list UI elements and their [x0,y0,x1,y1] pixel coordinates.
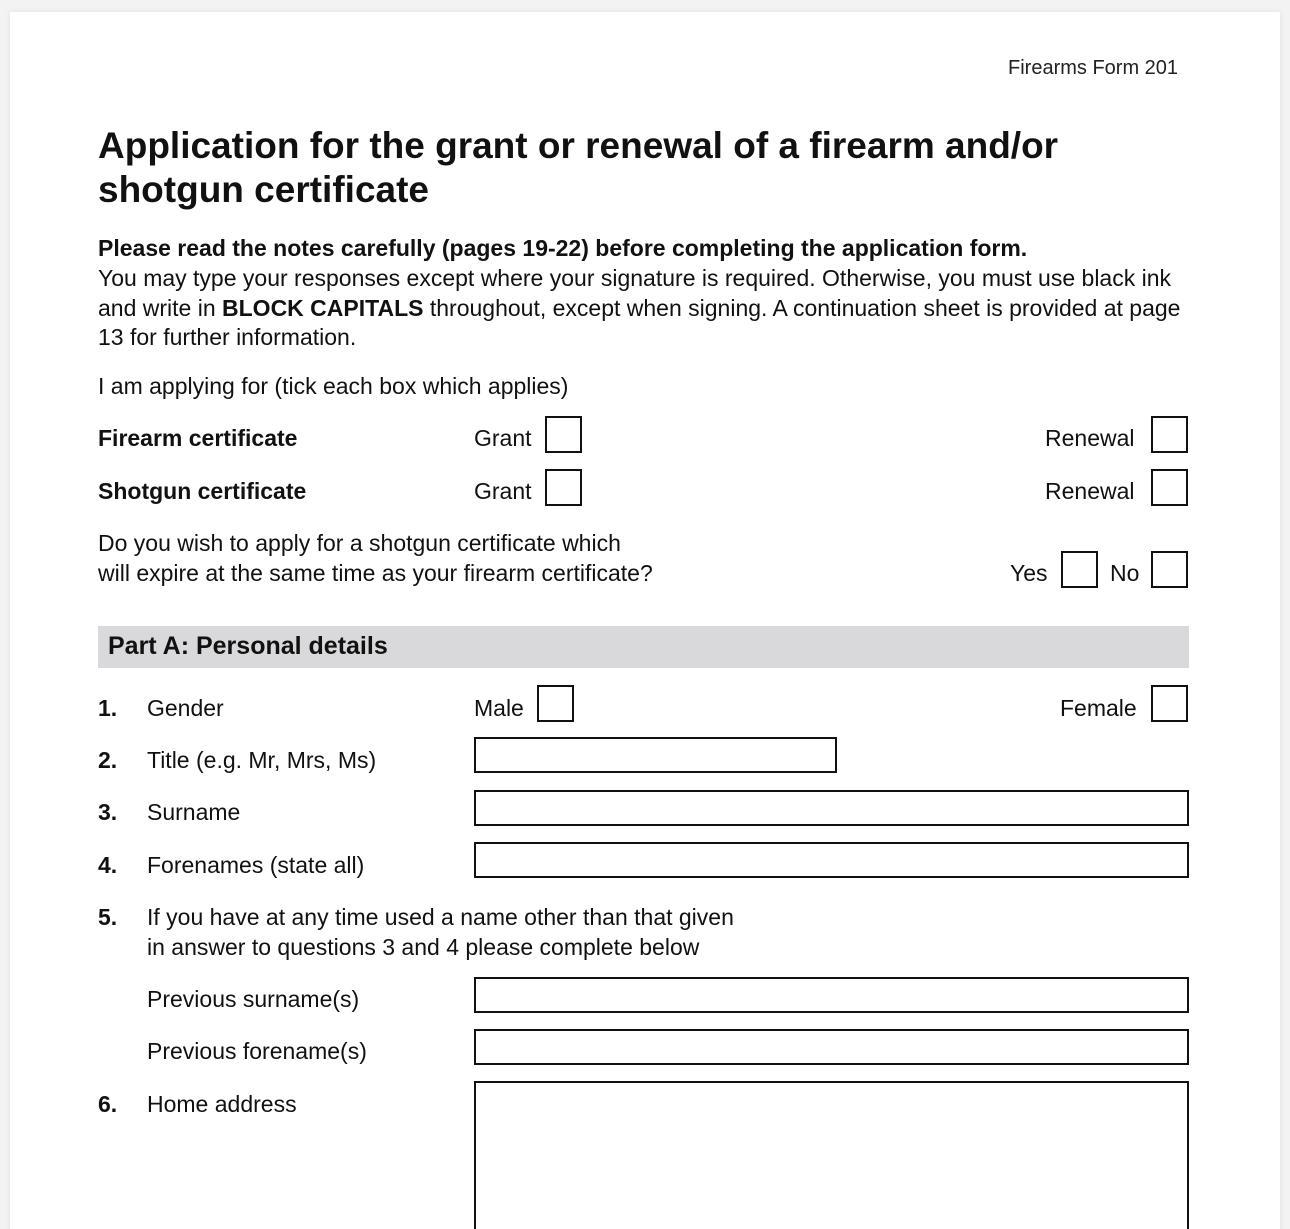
expire-yes-checkbox[interactable] [1061,551,1098,588]
shotgun-renewal-checkbox[interactable] [1151,469,1188,506]
expire-question-line1: Do you wish to apply for a shotgun certificate which [98,530,621,556]
intro-text-block-capitals: BLOCK CAPITALS [222,294,424,321]
firearm-grant-label: Grant [474,425,532,451]
previous-surname-field[interactable] [474,977,1189,1013]
expire-no-checkbox[interactable] [1151,551,1188,588]
part-a-title: Part A: Personal details [108,632,388,660]
expire-yes-label: Yes [1010,560,1048,586]
intro-text-2: throughout, except when signing. A continuation sheet is provided at page 13 for further information. [98,294,1181,350]
female-checkbox[interactable] [1151,685,1188,722]
q2-number: 2. [98,747,118,773]
firearm-certificate-label: Firearm certificate [98,425,298,451]
form-title: Application for the grant or renewal of a firearm and/or shotgun certificate [98,125,1059,210]
form-reference: Firearms Form 201 [1008,57,1179,79]
shotgun-certificate-label: Shotgun certificate [98,478,307,504]
q3-number: 3. [98,799,118,825]
previous-forename-field[interactable] [474,1029,1189,1065]
female-label: Female [1060,695,1137,721]
forenames-label: Forenames (state all) [147,852,365,878]
q4-number: 4. [98,852,118,878]
shotgun-renewal-label: Renewal [1045,478,1135,504]
applying-prompt: I am applying for (tick each box which applies) [98,373,569,399]
male-label: Male [474,695,524,721]
previous-forename-label: Previous forename(s) [147,1038,367,1064]
title-label: Title (e.g. Mr, Mrs, Ms) [147,747,377,773]
previous-surname-label: Previous surname(s) [147,986,360,1012]
shotgun-grant-label: Grant [474,478,532,504]
surname-field[interactable] [474,790,1189,826]
expire-no-label: No [1110,560,1140,586]
forenames-field[interactable] [474,842,1189,878]
home-address-label: Home address [147,1091,297,1117]
intro-text-1: You may type your responses except where your signature is required. Otherwise, you must use black ink and write in [98,265,1172,321]
gender-label: Gender [147,695,224,721]
shotgun-grant-checkbox[interactable] [545,469,582,506]
firearm-grant-checkbox[interactable] [545,416,582,453]
other-names-question-line1: If you have at any time used a name other than that given [147,904,734,930]
q5-number: 5. [98,904,118,930]
home-address-field[interactable] [474,1081,1189,1229]
intro-instruction-bold: Please read the notes carefully (pages 19-22) before completing the application form. [98,235,1028,261]
surname-label: Surname [147,799,241,825]
expire-question-line2: will expire at the same time as your firearm certificate? [98,560,653,586]
firearm-renewal-checkbox[interactable] [1151,416,1188,453]
q1-number: 1. [98,695,118,721]
male-checkbox[interactable] [537,685,574,722]
title-field[interactable] [474,737,837,773]
intro-instructions [98,264,1208,353]
q6-number: 6. [98,1091,118,1117]
firearm-renewal-label: Renewal [1045,425,1135,451]
form-page [10,12,1280,1229]
other-names-question-line2: in answer to questions 3 and 4 please complete below [147,934,700,960]
